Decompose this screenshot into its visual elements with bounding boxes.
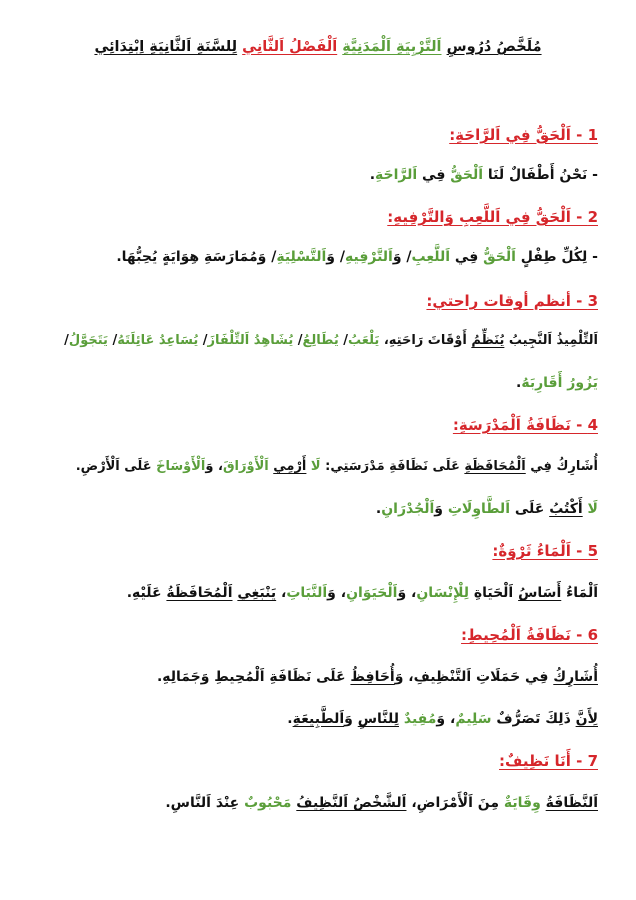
section-4-line-1 [30,456,598,478]
key-term: اَلتَّسْلِيَةِ [276,249,327,265]
section-6-line-2 [30,708,598,730]
text-segment: / وَ [392,249,412,265]
key-term: سَلِيمٌ [455,711,492,727]
key-term: لَا [582,501,598,517]
text-segment: اَلْحَيَاةِ [468,585,519,601]
key-term: يُنَظِّمُ [471,333,505,348]
text-segment: فِي [450,249,484,265]
key-term: مُفِيدٌ [403,711,437,727]
text-segment: / [107,333,118,348]
text-segment: أُشَارِكُ فِي [525,459,598,474]
key-term: أُحَافِظُ [350,669,395,685]
text-segment: . [516,375,522,391]
section-6-line-1 [30,666,598,688]
key-term: أُشَارِكُ [553,669,598,685]
text-segment: ذَلِكَ تَصَرُّفٌ [491,711,576,727]
key-term: اَلْأَوْسَاخَ [156,459,206,474]
key-term: يَلْعَبُ [348,333,380,348]
section-6-heading: 6 - نَظَافَةُ اَلْمُحِيطِ: [461,626,598,644]
section-4-heading: 4 - نَظَافَةُ اَلْمَدْرَسَةِ: [452,416,598,434]
section-3-line-1 [30,330,598,352]
text-segment: اَلْمَاءُ [561,585,598,601]
title-part-3: اَلْفَصْلُ اَلثَّانِي [242,39,338,55]
key-term: لِلْإِنْسَانِ [416,585,469,601]
text-segment: أَوْقَاتَ رَاحَتِهِ، [379,333,472,348]
key-term: اَلنَّبَاتِ [286,585,328,601]
key-term: اَلْجُدْرَانِ [381,501,435,517]
key-term: اَلْحَيَوَانِ [346,585,398,601]
key-term: لِلنَّاسِ [357,711,399,727]
key-term: أَسَاسُ [518,585,562,601]
text-segment: - نَحْنُ أَطْفَالٌ لَنَا [483,167,598,183]
key-term: أَكْتُبُ [549,501,583,517]
section-7-line-1 [30,792,598,814]
key-term: لَا [306,459,321,474]
text-segment: - لِكُلِّ طِفْلٍ [515,249,598,265]
key-term: أَرْمِي [273,459,307,474]
text-segment: عَلَى اَلْأَرْضِ. [75,459,157,474]
section-7-heading: 7 - أَنَا نَظِيفٌ: [499,752,598,770]
text-segment: وَ [434,501,448,517]
text-segment: عَلَى [510,501,550,517]
text-segment: عَلَى نَظَافَةِ مَدْرَسَتِي: [320,459,465,474]
key-term: اَلرَّاحَةِ [375,167,418,183]
section-4-line-2 [30,498,598,520]
key-term: يَزُورُ أَقَارِبَهُ [521,375,598,391]
text-segment: / [198,333,208,348]
text-segment: / [293,333,303,348]
section-5-line-1 [30,582,598,604]
key-term: اَلتَّرْفِيهِ [344,249,393,265]
section-3-heading: 3 - أنظم أوقات راحتي: [426,292,598,310]
title-part-2: اَلتَّرْبِيَةِ اَلْمَدَنِيَّةِ [342,39,442,55]
section-5-heading: 5 - اَلْمَاءُ ثَرْوَةٌ: [492,542,598,560]
key-term: اَلْحَقُّ [483,249,516,265]
text-segment: . [369,167,376,183]
key-term: اَلْمُحَافَظَةِ [464,459,526,474]
text-segment: فِي [417,167,451,183]
section-3-line-2 [30,372,598,394]
key-term: يَنْبَغِي [237,585,277,601]
key-term: اَلطَّبِيعَةِ [292,711,345,727]
title-part-4: لِلسَّنَةِ اَلثَّانِيَةِ اِبْتِدَائِي [94,39,238,55]
key-term: اَلطَّاوِلَاتِ [447,501,510,517]
text-segment: عَلَيْهِ. [126,585,167,601]
key-term: يُسَاعِدُ عَائِلَتَهُ [117,333,199,348]
text-segment: ، [276,585,287,601]
key-term: اَلشَّخْصُ اَلنَّظِيفُ [296,795,407,811]
key-term: اَلْمُحَافَظَةُ [166,585,233,601]
key-term: لِأَنَّ [575,711,598,727]
key-term: مَحْبُوبٌ [244,795,292,811]
section-1-line-1 [30,164,598,186]
text-segment: عَلَى نَظَافَةِ اَلْمُحِيطِ وَجَمَالِهِ. [156,669,351,685]
key-term: وِقَايَةٌ [503,795,541,811]
key-term: يَتَجَوَّلُ [68,333,108,348]
section-2-heading: 2 - اَلْحَقُّ فِي اَللَّعِبِ وَالتَّرْفِيهِ: [387,208,598,226]
text-segment: وَ [344,711,358,727]
text-segment: عِنْدَ اَلنَّاسِ. [165,795,245,811]
key-term: اَلْأَوْرَاقَ [222,459,269,474]
text-segment: / [64,333,69,348]
text-segment: / [338,333,349,348]
key-term: اَللَّعِبِ [411,249,451,265]
key-term: اَلنَّظَافَةُ [545,795,598,811]
section-2-line-1 [30,246,598,268]
text-segment: ، وَ [397,585,417,601]
text-segment: فِي حَمَلَاتِ اَلتَّنْظِيفِ، وَ [394,669,554,685]
text-segment: . [375,501,382,517]
text-segment: مِنَ اَلْأَمْرَاضِ، [406,795,504,811]
text-segment: ، وَ [327,585,347,601]
text-segment: ، وَ [436,711,456,727]
key-term: يُشَاهِدُ اَلتِّلْفَازَ [207,333,294,348]
text-segment: ، وَ [205,459,223,474]
text-segment: / وَ [326,249,345,265]
text-segment: . [287,711,293,727]
key-term: اَلْحَقُّ [450,167,484,183]
text-segment: / وَمُمَارَسَةِ هِوَايَةٍ يُحِبُّهَا. [116,249,277,265]
section-1-heading: 1 - اَلْحَقُّ فِي اَلرَّاحَةِ: [449,126,598,144]
text-segment: اَلتِّلْمِيذُ اَلنَّجِيبُ [504,333,598,348]
document-title [0,36,636,58]
title-part-1: مُلَخَّصُ دُرُوسِ [446,39,542,55]
key-term: يُطَالِعُ [302,333,339,348]
